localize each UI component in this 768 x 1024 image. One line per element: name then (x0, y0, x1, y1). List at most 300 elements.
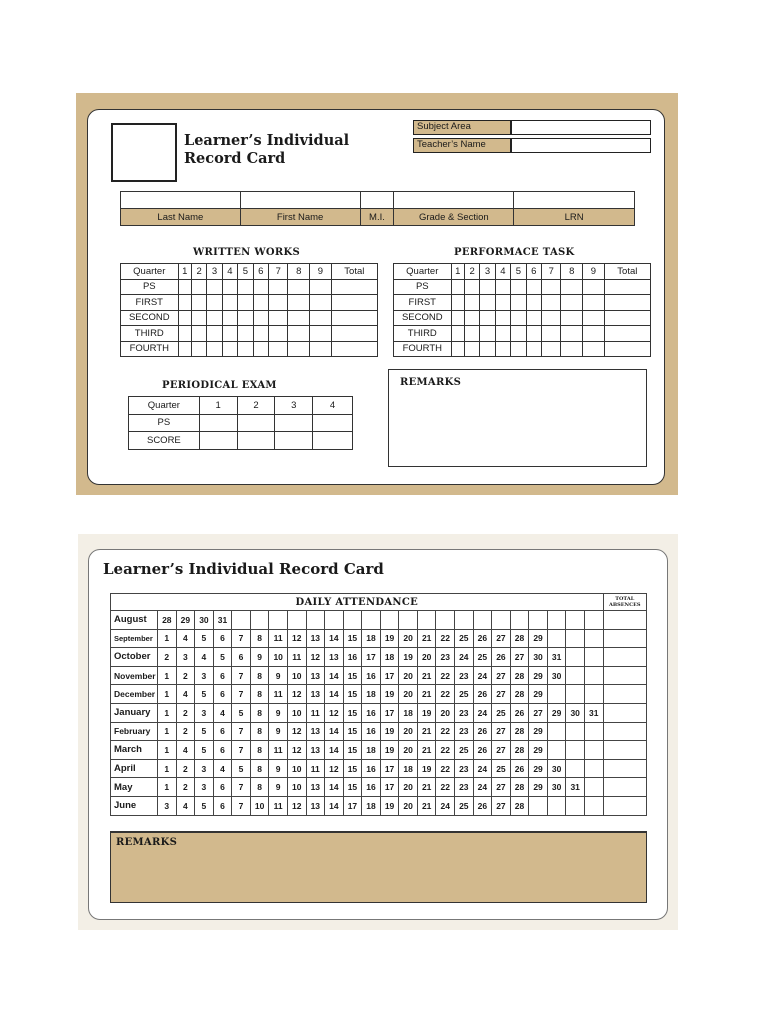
written_works-score-cell[interactable] (288, 341, 310, 357)
attendance-day-cell[interactable]: 27 (492, 666, 511, 685)
attendance-day-cell[interactable]: 12 (325, 703, 344, 722)
attendance-day-cell[interactable]: 7 (232, 722, 251, 741)
attendance-day-cell[interactable] (510, 611, 529, 630)
attendance-day-cell[interactable]: 26 (473, 629, 492, 648)
attendance-day-cell[interactable]: 21 (417, 685, 436, 704)
attendance-day-cell[interactable]: 8 (250, 741, 269, 760)
performance_task-score-cell[interactable] (480, 295, 495, 311)
attendance-day-cell[interactable] (455, 611, 474, 630)
written_works-score-cell[interactable] (288, 326, 310, 342)
attendance-day-cell[interactable]: 23 (455, 666, 474, 685)
performance_task-score-cell[interactable] (495, 295, 510, 311)
attendance-day-cell[interactable]: 10 (287, 778, 306, 797)
attendance-day-cell[interactable]: 25 (492, 759, 511, 778)
attendance-day-cell[interactable] (269, 611, 288, 630)
attendance-day-cell[interactable]: 13 (325, 648, 344, 667)
attendance-day-cell[interactable]: 24 (473, 778, 492, 797)
attendance-day-cell[interactable]: 27 (492, 629, 511, 648)
performance_task-score-cell[interactable] (464, 295, 479, 311)
attendance-day-cell[interactable]: 15 (343, 741, 362, 760)
attendance-day-cell[interactable]: 19 (380, 685, 399, 704)
attendance-day-cell[interactable] (325, 611, 344, 630)
attendance-day-cell[interactable]: 4 (213, 759, 232, 778)
periodical-exam-score-cell[interactable] (275, 414, 313, 432)
performance_task-score-cell[interactable] (495, 310, 510, 326)
periodical-exam-score-cell[interactable] (275, 432, 313, 450)
written_works-score-cell[interactable] (238, 295, 253, 311)
performance_task-score-cell[interactable] (583, 279, 605, 295)
attendance-day-cell[interactable]: 28 (510, 778, 529, 797)
attendance-day-cell[interactable]: 15 (343, 778, 362, 797)
attendance-day-cell[interactable] (343, 611, 362, 630)
attendance-day-cell[interactable]: 7 (232, 778, 251, 797)
attendance-day-cell[interactable]: 28 (510, 722, 529, 741)
attendance-day-cell[interactable]: 25 (455, 741, 474, 760)
attendance-day-cell[interactable] (584, 722, 603, 741)
attendance-day-cell[interactable]: 11 (269, 685, 288, 704)
attendance-day-cell[interactable]: 14 (325, 685, 344, 704)
attendance-day-cell[interactable]: 11 (306, 759, 325, 778)
attendance-day-cell[interactable]: 21 (417, 778, 436, 797)
attendance-day-cell[interactable]: 3 (176, 648, 195, 667)
attendance-day-cell[interactable]: 3 (158, 796, 177, 815)
attendance-day-cell[interactable]: 8 (250, 722, 269, 741)
attendance-day-cell[interactable]: 12 (287, 741, 306, 760)
periodical-exam-score-cell[interactable] (199, 432, 237, 450)
attendance-day-cell[interactable]: 26 (492, 648, 511, 667)
attendance-day-cell[interactable]: 6 (213, 778, 232, 797)
attendance-day-cell[interactable]: 17 (380, 759, 399, 778)
attendance-day-cell[interactable]: 23 (436, 648, 455, 667)
attendance-day-cell[interactable]: 16 (343, 648, 362, 667)
attendance-day-cell[interactable]: 20 (399, 741, 418, 760)
attendance-day-cell[interactable]: 7 (232, 685, 251, 704)
written_works-score-cell[interactable] (253, 326, 268, 342)
periodical-exam-score-cell[interactable] (313, 432, 353, 450)
attendance-day-cell[interactable]: 1 (158, 629, 177, 648)
written_works-score-cell[interactable] (191, 310, 206, 326)
attendance-day-cell[interactable] (566, 796, 585, 815)
attendance-day-cell[interactable]: 31 (584, 703, 603, 722)
attendance-day-cell[interactable]: 17 (380, 703, 399, 722)
attendance-day-cell[interactable]: 29 (529, 629, 548, 648)
written_works-score-cell[interactable] (331, 326, 377, 342)
written_works-score-cell[interactable] (310, 310, 332, 326)
attendance-day-cell[interactable]: 9 (269, 778, 288, 797)
attendance-day-cell[interactable]: 2 (176, 666, 195, 685)
periodical-exam-score-cell[interactable] (237, 414, 275, 432)
attendance-day-cell[interactable] (547, 685, 566, 704)
attendance-day-cell[interactable] (473, 611, 492, 630)
attendance-day-cell[interactable] (250, 611, 269, 630)
written_works-score-cell[interactable] (178, 326, 191, 342)
written_works-score-cell[interactable] (178, 310, 191, 326)
attendance-day-cell[interactable]: 13 (306, 796, 325, 815)
attendance-day-cell[interactable]: 12 (325, 759, 344, 778)
attendance-day-cell[interactable]: 5 (232, 703, 251, 722)
attendance-day-cell[interactable] (584, 629, 603, 648)
attendance-day-cell[interactable]: 16 (362, 722, 381, 741)
attendance-day-cell[interactable]: 26 (473, 685, 492, 704)
attendance-day-cell[interactable]: 4 (176, 741, 195, 760)
attendance-day-cell[interactable]: 3 (195, 666, 214, 685)
attendance-day-cell[interactable]: 13 (306, 685, 325, 704)
attendance-day-cell[interactable] (584, 666, 603, 685)
attendance-day-cell[interactable]: 29 (529, 759, 548, 778)
performance_task-score-cell[interactable] (480, 310, 495, 326)
attendance-day-cell[interactable]: 27 (492, 685, 511, 704)
written_works-score-cell[interactable] (178, 279, 191, 295)
attendance-day-cell[interactable]: 21 (417, 796, 436, 815)
performance_task-score-cell[interactable] (451, 295, 464, 311)
attendance-day-cell[interactable] (492, 611, 511, 630)
attendance-day-cell[interactable]: 2 (176, 759, 195, 778)
attendance-day-cell[interactable] (584, 796, 603, 815)
written_works-score-cell[interactable] (268, 326, 288, 342)
written_works-score-cell[interactable] (331, 295, 377, 311)
attendance-day-cell[interactable]: 15 (343, 703, 362, 722)
attendance-day-cell[interactable]: 6 (213, 722, 232, 741)
attendance-day-cell[interactable]: 18 (362, 629, 381, 648)
written_works-score-cell[interactable] (238, 341, 253, 357)
attendance-day-cell[interactable] (584, 648, 603, 667)
attendance-day-cell[interactable]: 1 (158, 685, 177, 704)
attendance-day-cell[interactable]: 11 (269, 629, 288, 648)
performance_task-score-cell[interactable] (451, 279, 464, 295)
performance_task-score-cell[interactable] (464, 341, 479, 357)
attendance-day-cell[interactable]: 21 (417, 629, 436, 648)
attendance-day-cell[interactable]: 8 (250, 759, 269, 778)
attendance-day-cell[interactable]: 15 (343, 759, 362, 778)
attendance-day-cell[interactable]: 12 (306, 648, 325, 667)
attendance-day-cell[interactable]: 28 (510, 666, 529, 685)
attendance-day-cell[interactable]: 9 (269, 759, 288, 778)
attendance-day-cell[interactable]: 9 (269, 703, 288, 722)
attendance-day-cell[interactable]: 14 (325, 722, 344, 741)
periodical-exam-score-cell[interactable] (237, 432, 275, 450)
attendance-day-cell[interactable]: 10 (287, 703, 306, 722)
attendance-day-cell[interactable]: 11 (306, 703, 325, 722)
attendance-day-cell[interactable]: 22 (436, 685, 455, 704)
written_works-score-cell[interactable] (288, 310, 310, 326)
attendance-day-cell[interactable]: 3 (195, 778, 214, 797)
middle-initial-field[interactable] (360, 192, 394, 209)
attendance-day-cell[interactable]: 7 (232, 741, 251, 760)
attendance-day-cell[interactable]: 13 (306, 629, 325, 648)
written_works-score-cell[interactable] (222, 295, 237, 311)
attendance-day-cell[interactable]: 30 (547, 778, 566, 797)
attendance-day-cell[interactable] (584, 759, 603, 778)
written_works-score-cell[interactable] (310, 279, 332, 295)
attendance-day-cell[interactable]: 31 (547, 648, 566, 667)
attendance-day-cell[interactable]: 19 (417, 759, 436, 778)
attendance-day-cell[interactable]: 22 (436, 778, 455, 797)
attendance-day-cell[interactable]: 18 (362, 741, 381, 760)
attendance-day-cell[interactable]: 14 (325, 629, 344, 648)
attendance-day-cell[interactable]: 31 (213, 611, 232, 630)
attendance-day-cell[interactable]: 12 (287, 685, 306, 704)
attendance-day-cell[interactable]: 27 (492, 796, 511, 815)
attendance-day-cell[interactable]: 16 (362, 759, 381, 778)
performance_task-score-cell[interactable] (583, 310, 605, 326)
attendance-day-cell[interactable]: 15 (343, 685, 362, 704)
performance_task-score-cell[interactable] (480, 341, 495, 357)
attendance-day-cell[interactable]: 1 (158, 666, 177, 685)
attendance-remarks-box[interactable] (110, 831, 647, 903)
attendance-day-cell[interactable] (399, 611, 418, 630)
performance_task-score-cell[interactable] (561, 279, 583, 295)
attendance-day-cell[interactable]: 23 (455, 778, 474, 797)
performance_task-score-cell[interactable] (451, 310, 464, 326)
written_works-score-cell[interactable] (178, 295, 191, 311)
attendance-day-cell[interactable]: 27 (492, 778, 511, 797)
written_works-score-cell[interactable] (238, 326, 253, 342)
attendance-day-cell[interactable] (584, 685, 603, 704)
attendance-day-cell[interactable]: 13 (306, 666, 325, 685)
attendance-day-cell[interactable]: 25 (473, 648, 492, 667)
total-absences-cell[interactable] (603, 648, 646, 667)
attendance-day-cell[interactable] (547, 629, 566, 648)
attendance-day-cell[interactable]: 14 (325, 778, 344, 797)
written_works-score-cell[interactable] (191, 341, 206, 357)
attendance-day-cell[interactable]: 15 (343, 722, 362, 741)
attendance-day-cell[interactable]: 6 (232, 648, 251, 667)
attendance-day-cell[interactable]: 4 (176, 629, 195, 648)
attendance-day-cell[interactable]: 23 (455, 722, 474, 741)
attendance-day-cell[interactable]: 18 (399, 759, 418, 778)
attendance-day-cell[interactable]: 20 (399, 685, 418, 704)
attendance-day-cell[interactable]: 5 (213, 648, 232, 667)
attendance-day-cell[interactable]: 22 (436, 666, 455, 685)
attendance-day-cell[interactable]: 3 (195, 759, 214, 778)
performance_task-score-cell[interactable] (480, 279, 495, 295)
attendance-day-cell[interactable]: 19 (417, 703, 436, 722)
written_works-score-cell[interactable] (222, 310, 237, 326)
attendance-day-cell[interactable]: 17 (380, 778, 399, 797)
attendance-day-cell[interactable]: 28 (510, 629, 529, 648)
attendance-day-cell[interactable]: 9 (269, 666, 288, 685)
written_works-score-cell[interactable] (288, 295, 310, 311)
written_works-score-cell[interactable] (253, 295, 268, 311)
attendance-day-cell[interactable]: 25 (455, 685, 474, 704)
performance_task-score-cell[interactable] (561, 295, 583, 311)
performance_task-score-cell[interactable] (541, 310, 561, 326)
written_works-score-cell[interactable] (191, 326, 206, 342)
written_works-score-cell[interactable] (268, 279, 288, 295)
attendance-day-cell[interactable] (380, 611, 399, 630)
attendance-day-cell[interactable]: 7 (232, 666, 251, 685)
attendance-day-cell[interactable]: 19 (380, 722, 399, 741)
attendance-day-cell[interactable] (417, 611, 436, 630)
performance_task-score-cell[interactable] (561, 310, 583, 326)
attendance-day-cell[interactable]: 12 (287, 629, 306, 648)
performance_task-score-cell[interactable] (541, 295, 561, 311)
written_works-score-cell[interactable] (207, 310, 222, 326)
performance_task-score-cell[interactable] (526, 326, 541, 342)
attendance-day-cell[interactable]: 24 (436, 796, 455, 815)
periodical-exam-score-cell[interactable] (199, 414, 237, 432)
attendance-day-cell[interactable]: 28 (510, 685, 529, 704)
performance_task-score-cell[interactable] (464, 310, 479, 326)
attendance-day-cell[interactable] (547, 722, 566, 741)
performance_task-score-cell[interactable] (583, 341, 605, 357)
attendance-day-cell[interactable]: 6 (213, 685, 232, 704)
written_works-score-cell[interactable] (253, 279, 268, 295)
attendance-day-cell[interactable] (547, 741, 566, 760)
written_works-score-cell[interactable] (268, 295, 288, 311)
attendance-day-cell[interactable]: 10 (287, 759, 306, 778)
periodical-exam-score-cell[interactable] (313, 414, 353, 432)
attendance-day-cell[interactable]: 25 (455, 796, 474, 815)
attendance-day-cell[interactable]: 22 (436, 759, 455, 778)
attendance-day-cell[interactable]: 22 (436, 741, 455, 760)
attendance-day-cell[interactable]: 21 (417, 666, 436, 685)
attendance-day-cell[interactable]: 19 (399, 648, 418, 667)
attendance-day-cell[interactable]: 8 (250, 778, 269, 797)
attendance-day-cell[interactable]: 30 (195, 611, 214, 630)
performance_task-score-cell[interactable] (480, 326, 495, 342)
performance_task-score-cell[interactable] (495, 326, 510, 342)
attendance-day-cell[interactable]: 15 (343, 629, 362, 648)
attendance-day-cell[interactable]: 26 (473, 722, 492, 741)
attendance-day-cell[interactable] (547, 796, 566, 815)
written_works-score-cell[interactable] (288, 279, 310, 295)
attendance-day-cell[interactable]: 20 (399, 629, 418, 648)
attendance-day-cell[interactable]: 20 (399, 796, 418, 815)
attendance-day-cell[interactable]: 1 (158, 759, 177, 778)
attendance-day-cell[interactable]: 6 (213, 666, 232, 685)
attendance-day-cell[interactable]: 9 (250, 648, 269, 667)
attendance-day-cell[interactable] (566, 759, 585, 778)
total-absences-cell[interactable] (603, 759, 646, 778)
performance_task-score-cell[interactable] (541, 341, 561, 357)
written_works-score-cell[interactable] (207, 341, 222, 357)
attendance-day-cell[interactable]: 20 (417, 648, 436, 667)
attendance-day-cell[interactable]: 30 (566, 703, 585, 722)
attendance-day-cell[interactable]: 24 (455, 648, 474, 667)
written_works-score-cell[interactable] (310, 326, 332, 342)
attendance-day-cell[interactable]: 1 (158, 722, 177, 741)
attendance-day-cell[interactable]: 29 (547, 703, 566, 722)
performance_task-score-cell[interactable] (451, 326, 464, 342)
attendance-day-cell[interactable]: 26 (510, 703, 529, 722)
attendance-day-cell[interactable]: 26 (473, 741, 492, 760)
attendance-day-cell[interactable]: 24 (473, 703, 492, 722)
attendance-day-cell[interactable]: 8 (250, 629, 269, 648)
attendance-day-cell[interactable]: 8 (250, 685, 269, 704)
attendance-day-cell[interactable]: 13 (306, 722, 325, 741)
grade-section-field[interactable] (394, 192, 514, 209)
performance_task-score-cell[interactable] (451, 341, 464, 357)
attendance-day-cell[interactable]: 1 (158, 778, 177, 797)
performance_task-score-cell[interactable] (526, 310, 541, 326)
last-name-field[interactable] (121, 192, 241, 209)
written_works-score-cell[interactable] (191, 279, 206, 295)
attendance-day-cell[interactable]: 27 (492, 741, 511, 760)
attendance-day-cell[interactable]: 18 (362, 685, 381, 704)
teacher-name-field[interactable] (511, 138, 651, 153)
total-absences-cell[interactable] (603, 722, 646, 741)
attendance-day-cell[interactable]: 13 (306, 778, 325, 797)
total-absences-cell[interactable] (603, 629, 646, 648)
performance_task-score-cell[interactable] (604, 326, 650, 342)
attendance-day-cell[interactable] (584, 611, 603, 630)
attendance-day-cell[interactable]: 19 (380, 629, 399, 648)
performance_task-score-cell[interactable] (604, 295, 650, 311)
written_works-score-cell[interactable] (238, 279, 253, 295)
attendance-day-cell[interactable]: 21 (417, 741, 436, 760)
attendance-day-cell[interactable]: 24 (473, 759, 492, 778)
performance_task-score-cell[interactable] (541, 279, 561, 295)
written_works-score-cell[interactable] (222, 341, 237, 357)
attendance-day-cell[interactable]: 1 (158, 741, 177, 760)
attendance-day-cell[interactable]: 22 (436, 722, 455, 741)
attendance-day-cell[interactable]: 25 (492, 703, 511, 722)
attendance-day-cell[interactable]: 11 (269, 741, 288, 760)
attendance-day-cell[interactable]: 22 (436, 629, 455, 648)
attendance-day-cell[interactable]: 29 (529, 666, 548, 685)
attendance-day-cell[interactable] (436, 611, 455, 630)
attendance-day-cell[interactable]: 15 (343, 666, 362, 685)
attendance-day-cell[interactable]: 7 (232, 629, 251, 648)
performance_task-score-cell[interactable] (495, 279, 510, 295)
written_works-score-cell[interactable] (268, 341, 288, 357)
attendance-day-cell[interactable]: 29 (529, 778, 548, 797)
attendance-day-cell[interactable]: 20 (399, 778, 418, 797)
attendance-day-cell[interactable]: 14 (325, 741, 344, 760)
attendance-day-cell[interactable]: 28 (158, 611, 177, 630)
performance_task-score-cell[interactable] (511, 341, 526, 357)
written_works-score-cell[interactable] (310, 341, 332, 357)
attendance-day-cell[interactable]: 17 (380, 666, 399, 685)
written_works-score-cell[interactable] (238, 310, 253, 326)
attendance-day-cell[interactable]: 20 (399, 722, 418, 741)
performance_task-score-cell[interactable] (583, 326, 605, 342)
attendance-day-cell[interactable]: 30 (547, 666, 566, 685)
attendance-day-cell[interactable]: 16 (362, 703, 381, 722)
attendance-day-cell[interactable]: 8 (250, 666, 269, 685)
attendance-day-cell[interactable]: 10 (269, 648, 288, 667)
attendance-day-cell[interactable]: 5 (195, 741, 214, 760)
attendance-day-cell[interactable]: 3 (195, 703, 214, 722)
attendance-day-cell[interactable]: 6 (213, 796, 232, 815)
attendance-day-cell[interactable]: 5 (232, 759, 251, 778)
attendance-day-cell[interactable]: 4 (213, 703, 232, 722)
attendance-day-cell[interactable]: 11 (287, 648, 306, 667)
total-absences-cell[interactable] (603, 778, 646, 797)
total-absences-cell[interactable] (603, 796, 646, 815)
attendance-day-cell[interactable]: 10 (250, 796, 269, 815)
performance_task-score-cell[interactable] (604, 341, 650, 357)
attendance-day-cell[interactable]: 30 (529, 648, 548, 667)
attendance-day-cell[interactable] (566, 685, 585, 704)
performance_task-score-cell[interactable] (583, 295, 605, 311)
written_works-score-cell[interactable] (310, 295, 332, 311)
attendance-day-cell[interactable]: 24 (473, 666, 492, 685)
attendance-day-cell[interactable]: 2 (158, 648, 177, 667)
attendance-day-cell[interactable]: 2 (176, 778, 195, 797)
attendance-day-cell[interactable]: 20 (399, 666, 418, 685)
performance_task-score-cell[interactable] (464, 279, 479, 295)
attendance-day-cell[interactable]: 18 (380, 648, 399, 667)
attendance-day-cell[interactable]: 28 (510, 741, 529, 760)
performance_task-score-cell[interactable] (541, 326, 561, 342)
lrn-field[interactable] (514, 192, 635, 209)
attendance-day-cell[interactable]: 20 (436, 703, 455, 722)
written_works-score-cell[interactable] (331, 279, 377, 295)
attendance-day-cell[interactable]: 19 (380, 796, 399, 815)
attendance-day-cell[interactable] (529, 611, 548, 630)
